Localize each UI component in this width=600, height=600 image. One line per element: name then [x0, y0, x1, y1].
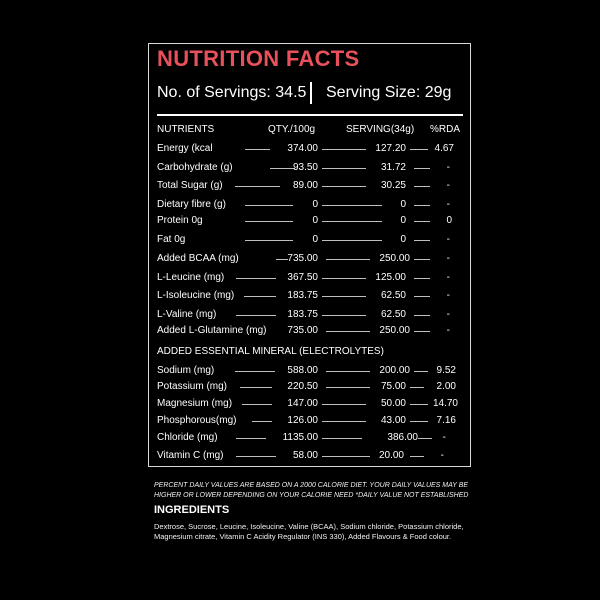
- qty-value: 183.75: [287, 309, 318, 320]
- rda-value: -: [446, 162, 450, 173]
- col-header-nutrients: NUTRIENTS: [157, 124, 215, 135]
- qty-value: 147.00: [287, 398, 318, 409]
- leader-line: [322, 438, 362, 439]
- nutrient-row: [0, 364, 600, 378]
- serving-value: 125.00: [375, 272, 406, 283]
- nutrient-row: [0, 198, 600, 212]
- col-header-serving: SERVING(34g): [346, 124, 415, 135]
- serving-value: 250.00: [379, 253, 410, 264]
- serving-value: 0: [400, 234, 406, 245]
- nutrient-row: [0, 308, 600, 322]
- nutrient-label: Phosphorous(mg): [157, 415, 237, 426]
- qty-value: 183.75: [287, 290, 318, 301]
- header-rule: [157, 114, 463, 116]
- nutrient-row: [0, 289, 600, 303]
- nutrient-label: Added L-Glutamine (mg): [157, 325, 267, 336]
- qty-value: 735.00: [287, 325, 318, 336]
- nutrient-label: Carbohydrate (g): [157, 162, 233, 173]
- qty-value: 58.00: [292, 450, 318, 461]
- serving-value: 43.00: [380, 415, 406, 426]
- qty-value: 588.00: [287, 365, 318, 376]
- serving-value: 62.50: [380, 309, 406, 320]
- nutrient-row: [0, 431, 600, 445]
- nutrient-label: Dietary fibre (g): [157, 199, 226, 210]
- serving-value: 200.00: [379, 365, 410, 376]
- rda-value: 7.16: [436, 415, 456, 426]
- rda-value: 2.00: [436, 381, 456, 392]
- serving-value: 250.00: [379, 325, 410, 336]
- nutrient-row: [0, 179, 600, 193]
- serving-value: 0: [400, 215, 406, 226]
- col-header-qty: QTY./100g: [268, 124, 316, 135]
- qty-value: 0: [312, 234, 318, 245]
- nutrient-row: [0, 271, 600, 285]
- rda-value: 0: [446, 215, 452, 226]
- qty-value: 220.50: [287, 381, 318, 392]
- rda-value: 4.67: [434, 143, 454, 154]
- qty-value: 93.50: [292, 162, 318, 173]
- nutrient-label: Total Sugar (g): [157, 180, 223, 191]
- nutrient-label: Chloride (mg): [157, 432, 218, 443]
- nutrient-row: [0, 449, 600, 463]
- rda-value: 14.70: [432, 398, 458, 409]
- header-separator: [310, 82, 312, 104]
- col-header-rda: %RDA: [430, 124, 461, 135]
- nutrient-row: [0, 324, 600, 338]
- nutrient-label: L-Valine (mg): [157, 309, 217, 320]
- qty-value: 0: [312, 215, 318, 226]
- serving-value: 0: [400, 199, 406, 210]
- nutrition-title: NUTRITION FACTS: [157, 46, 360, 71]
- qty-value: 126.00: [287, 415, 318, 426]
- qty-value: 0: [312, 199, 318, 210]
- rda-value: -: [446, 290, 450, 301]
- qty-value: 735.00: [287, 253, 318, 264]
- rda-value: -: [446, 234, 450, 245]
- rda-value: -: [440, 450, 444, 461]
- nutrient-label: Energy (kcal: [157, 143, 213, 154]
- nutrient-row: [0, 252, 600, 266]
- daily-value-note: PERCENT DAILY VALUES ARE BASED ON A 2000 CALORIE DIET. YOUR DAILY VALUES MAY BE HIGHER OR LOWER DEPENDING ON YOUR CALORIE NEED *DAILY VALUE NOT ESTABLISHED: [154, 482, 469, 499]
- servings-count: No. of Servings: 34.5: [157, 84, 307, 101]
- serving-value: 62.50: [380, 290, 406, 301]
- nutrient-label: Protein 0g: [157, 215, 203, 226]
- serving-value: 75.00: [380, 381, 406, 392]
- rda-value: -: [446, 325, 450, 336]
- serving-value: 127.20: [375, 143, 406, 154]
- nutrient-label: L-Isoleucine (mg): [157, 290, 235, 301]
- nutrient-row: [0, 214, 600, 228]
- nutrient-row: [0, 142, 600, 156]
- serving-value: 30.25: [380, 180, 406, 191]
- rda-value: -: [446, 180, 450, 191]
- qty-value: 374.00: [287, 143, 318, 154]
- nutrient-label: L-Leucine (mg): [157, 272, 225, 283]
- nutrient-label: Magnesium (mg): [157, 398, 233, 409]
- rda-value: -: [442, 432, 446, 443]
- serving-value: 386.00: [387, 432, 418, 443]
- nutrient-row: [0, 233, 600, 247]
- nutrient-row: [0, 161, 600, 175]
- nutrient-label: Potassium (mg): [157, 381, 228, 392]
- rda-value: -: [446, 199, 450, 210]
- nutrient-label: Sodium (mg): [157, 365, 215, 376]
- nutrient-row: [0, 397, 600, 411]
- ingredients-title: INGREDIENTS: [154, 504, 230, 516]
- ingredients-text: Dextrose, Sucrose, Leucine, Isoleucine, Valine (BCAA), Sodium chloride, Potassium chloride, Magnesium citrate, Vitamin C Acidity Regulator (INS 330), Added Flavours & Food colour.: [154, 522, 464, 541]
- serving-size: Serving Size: 29g: [326, 84, 452, 101]
- nutrient-row: [0, 414, 600, 428]
- serving-value: 50.00: [380, 398, 406, 409]
- rda-value: 9.52: [436, 365, 456, 376]
- mineral-section-header: ADDED ESSENTIAL MINERAL (ELECTROLYTES): [157, 346, 384, 357]
- rda-value: -: [446, 309, 450, 320]
- serving-value: 31.72: [380, 162, 406, 173]
- qty-value: 89.00: [292, 180, 318, 191]
- nutrient-label: Fat 0g: [157, 234, 186, 245]
- nutrient-row: [0, 380, 600, 394]
- nutrient-label: Vitamin C (mg): [157, 450, 224, 461]
- serving-value: 20.00: [378, 450, 404, 461]
- nutrient-label: Added BCAA (mg): [157, 253, 239, 264]
- rda-value: -: [446, 272, 450, 283]
- qty-value: 1135.00: [282, 432, 318, 443]
- qty-value: 367.50: [287, 272, 318, 283]
- rda-value: -: [446, 253, 450, 264]
